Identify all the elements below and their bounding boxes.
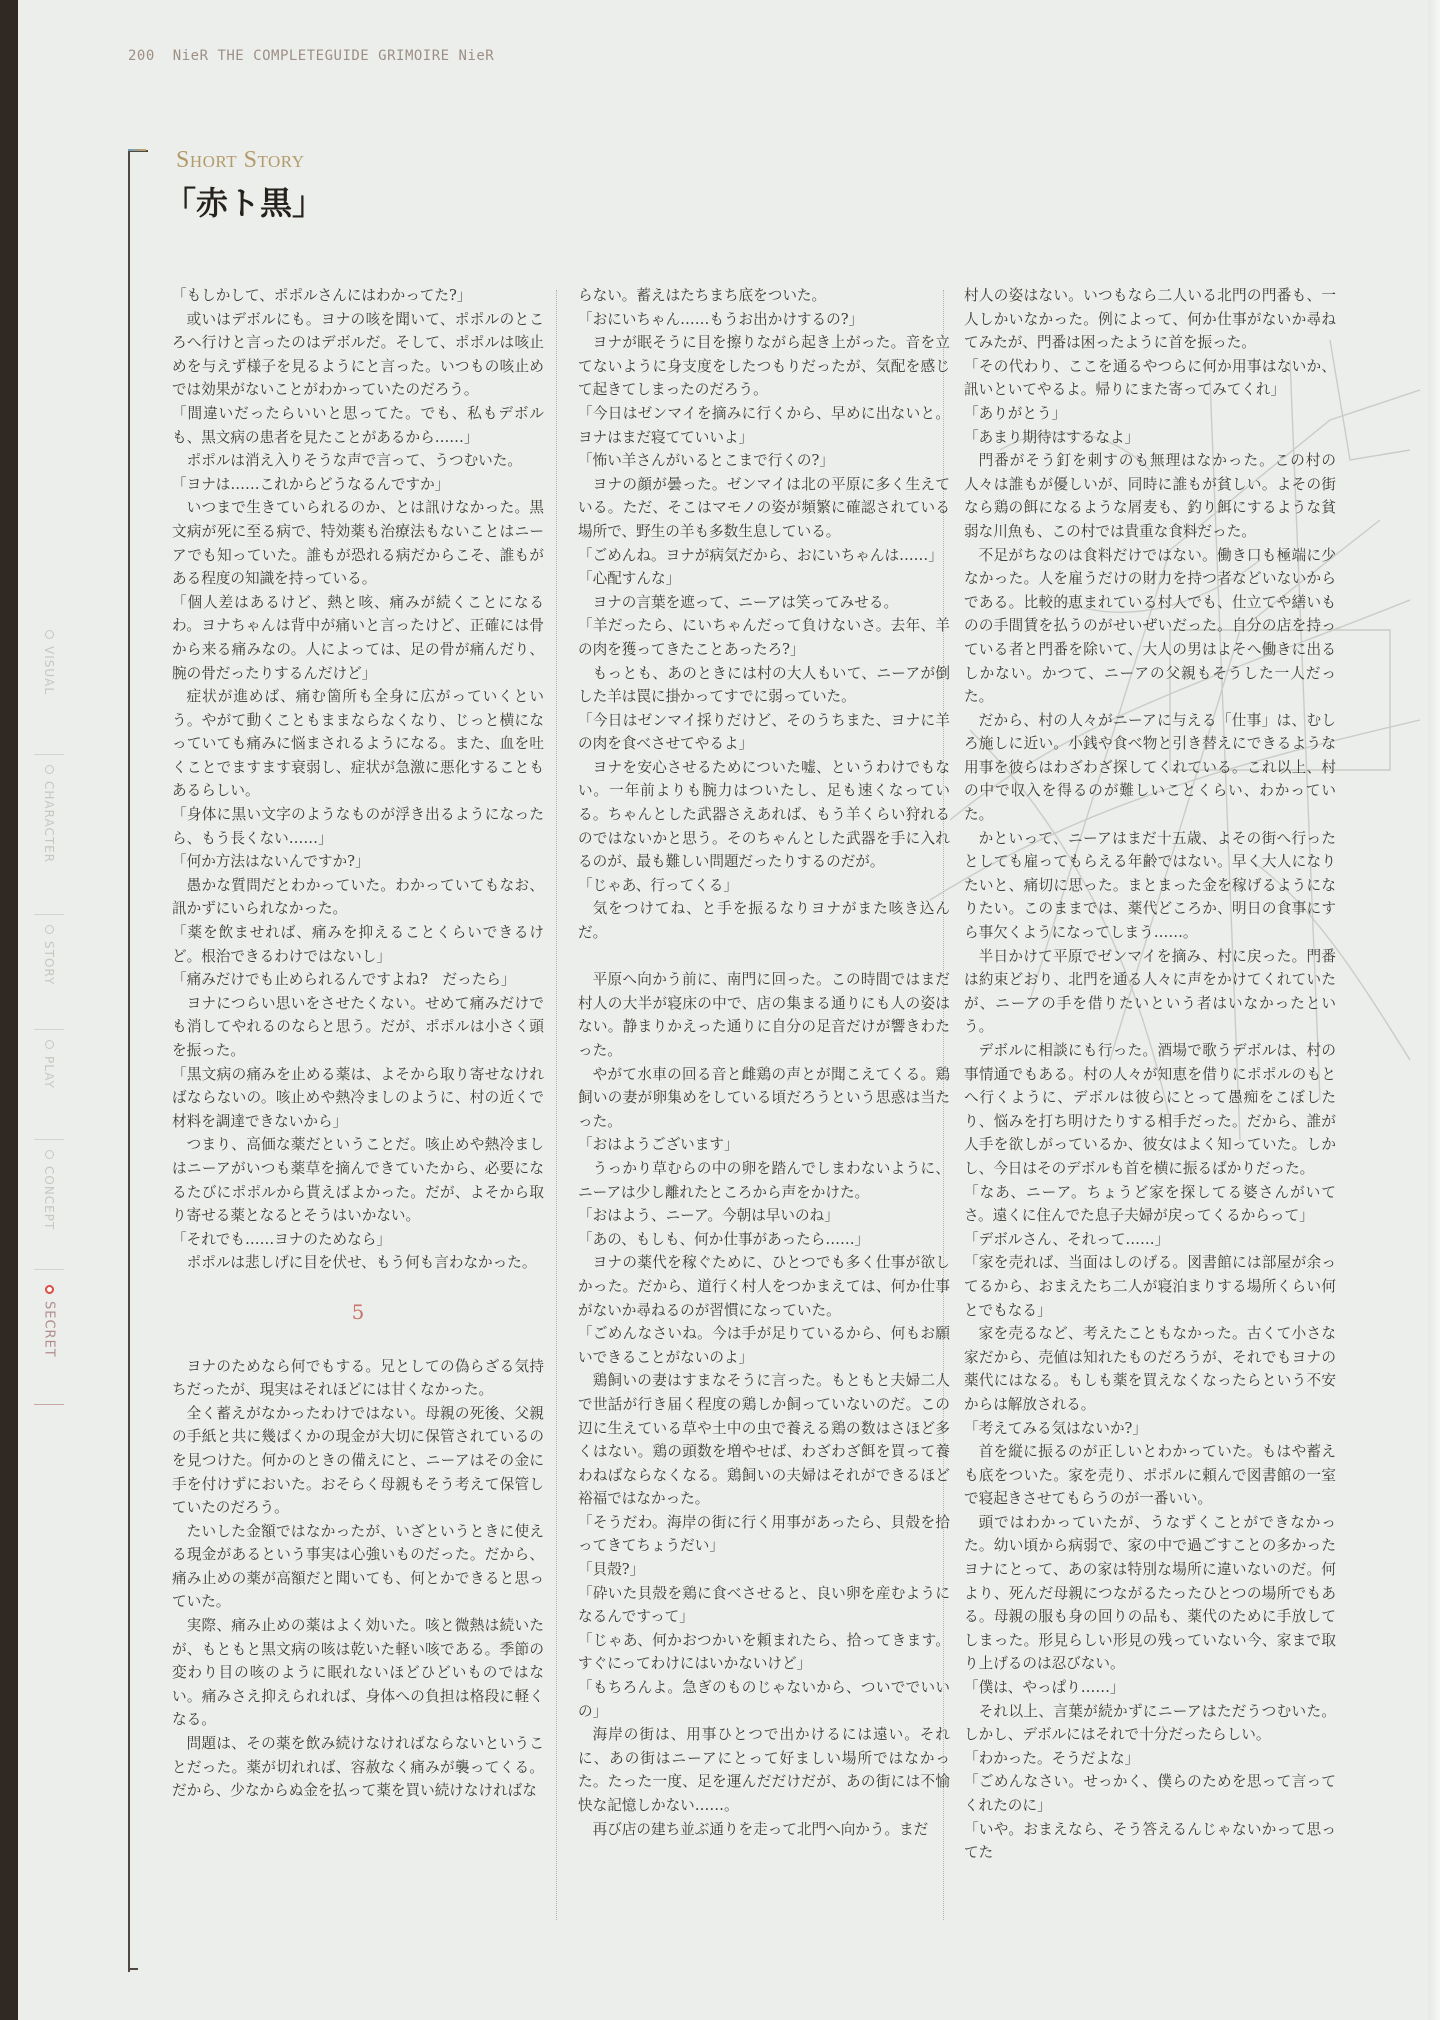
narrative-paragraph: 症状が進めば、痛む箇所も全身に広がっていくという。やがて動くこともままならなくなり、じっと横になっていても痛みに悩まされるようになる。また、血を吐くことでますます衰弱し、症状が急激に悪化することもあるらしい。 (172, 688, 544, 800)
dialogue-line: 「いや。おまえなら、そう答えるんじゃないかって思ってた (964, 1820, 1336, 1862)
narrative-paragraph: 或いはデボルにも。ヨナの咳を聞いて、ポポルのところへ行けと言ったのはデボルだ。そして、ポポルは咳止めを与えず様子を見るようにと言った。いつもの咳止めでは効果がないことがわかっていたのだろう。 (172, 310, 544, 399)
story-title: 「赤ト黒」 (164, 184, 325, 222)
tab-marker-icon (45, 925, 54, 934)
tab-marker-icon (45, 630, 54, 639)
narrative-paragraph: 気をつけてね、と手を振るなりヨナがまた咳き込んだ。 (578, 900, 950, 942)
dialogue-line: 「家を売れば、当面はしのげる。図書館には部屋が余ってるから、おまえたち二人が寝泊まりする場所くらい何とでもなる」 (964, 1254, 1336, 1319)
narrative-paragraph: 首を縦に振るのが正しいとわかっていた。もはや蓄えも底をついた。家を売り、ポポルに頼んで図書館の一室で寝起きさせてもらうのが一番いい。 (964, 1443, 1336, 1508)
narrative-paragraph: 海岸の街は、用事ひとつで出かけるには遠い。それに、あの街はニーアにとって好ましい場所ではなかった。たった一度、足を運んだだけだが、あの街には不愉快な記憶しかない……。 (578, 1726, 950, 1814)
tab-marker-icon (45, 1040, 54, 1049)
dialogue-line: 「おはよう、ニーア。今朝は早いのね」 (578, 1207, 839, 1225)
book-title: NieR THE COMPLETEGUIDE GRIMOIRE NieR (172, 48, 495, 64)
dialogue-line: 「デボルさん、それって……」 (964, 1230, 1170, 1248)
section-label: Short Story (176, 147, 305, 173)
side-tab-character[interactable] (34, 765, 64, 915)
narrative-paragraph: 全く蓄えがなかったわけではない。母親の死後、父親の手紙と共に幾ばくかの現金が大切に保管されているのを見つけた。何かのときの備えにと、ニーアはその金に手を付けずにおいた。おそらく母親もそう考えて保管していたのだろう。 (172, 1404, 544, 1517)
dialogue-line: 「心配すんな」 (578, 570, 681, 588)
narrative-paragraph: 鶏飼いの妻はすまなそうに言った。もともと夫婦二人で世話が行き届く程度の鶏しか飼っていないのだ。この辺に生えている草や土中の虫で養える鶏の数はさほど多くはない。鶏の頭数を増やせば、わざわざ餌を買って養わねばならなくなる。鶏飼いの夫婦はそれができるほど裕福ではなかった。 (578, 1372, 950, 1508)
narrative-paragraph: ヨナのためなら何でもする。兄としての偽らざる気持ちだったが、現実はそれほどには甘くなかった。 (172, 1357, 544, 1399)
side-tab-label: CONCEPT (42, 1166, 56, 1231)
column-divider (556, 290, 557, 1920)
side-tab-label: SECRET (41, 1301, 57, 1358)
dialogue-line: 「もしかして、ポポルさんにはわかってた?」 (172, 287, 472, 304)
book-spine (0, 0, 18, 2020)
narrative-paragraph: ヨナの顔が曇った。ゼンマイは北の平原に多く生えている。ただ、そこはマモノの姿が頻繁に確認されている場所で、野生の羊も多数生息している。 (578, 475, 950, 540)
dialogue-line: 「ごめんなさいね。今は手が足りているから、何もお願いできることがないのよ」 (578, 1325, 950, 1366)
dialogue-line: 「黒文病の痛みを止める薬は、よそから取り寄せなければならないの。咳止めや熱冷ましのように、村の近くで材料を調達できないから」 (172, 1065, 544, 1130)
side-tab-label: PLAY (42, 1056, 56, 1089)
narrative-paragraph: 不足がちなのは食料だけではない。働き口も極端に少なかった。人を雇うだけの財力を持つ者などいないからである。比較的恵まれている村人でも、仕立てや繕いものの手間賃を払うのがせいぜいだった。自分の店を持っている者と門番を除いて、大人の男はよそへ働きに出るしかない。かつて、ニーアの父親もそうした一人だった。 (964, 546, 1336, 706)
narrative-paragraph: もっとも、あのときには村の大人もいて、ニーアが倒した羊は罠に掛かってすでに弱っていた。 (578, 664, 950, 706)
narrative-paragraph: ヨナを安心させるためについた嘘、というわけでもない。一年前よりも腕力はついたし、足も速くなっている。ちゃんとした武器さえあれば、もう羊くらい狩れるのではないかと思う。そのちゃんとした武器を手に入れるのが、最も難しい問題だったりするのだが。 (578, 758, 950, 871)
dialogue-line: 「おにいちゃん……もうお出かけするの?」 (578, 310, 864, 328)
page-number: 200 (128, 48, 155, 64)
dialogue-line: 「今日はゼンマイを摘みに行くから、早めに出ないと。ヨナはまだ寝てていいよ」 (578, 404, 950, 446)
dialogue-line: 「ヨナは……これからどうなるんですか」 (172, 475, 450, 493)
section-bracket (128, 150, 148, 1972)
narrative-paragraph: デボルに相談にも行った。酒場で歌うデボルは、村の事情通でもある。村の人々が知恵を借りにポポルのもとへ行くように、デボルは彼らにとって愚痴をこぼしたり、悩みを打ち明けたりする相手だった。だから、誰が人手を欲しがっているか、彼女はよく知っていた。しかし、今日はそのデボルも首を横に振るばかりだった。 (964, 1042, 1336, 1177)
side-tab-label: CHARACTER (42, 781, 56, 864)
running-header (128, 48, 494, 64)
side-tab-story[interactable] (34, 925, 64, 1030)
dialogue-line: らない。蓄えはたちまち底をついた。 (578, 287, 827, 304)
dialogue-line: 「じゃあ、何かおつかいを頼まれたら、拾ってきます。すぐにってわけにはいかないけど」 (578, 1631, 950, 1673)
bracket-accent (128, 149, 146, 151)
page-edge (1428, 0, 1440, 2020)
side-tab-label: STORY (42, 941, 56, 986)
narrative-paragraph: 頭ではわかっていたが、うなずくことができなかった。幼い頃から病弱で、家の中で過ごすことの多かったヨナにとって、あの家は特別な場所に違いないのだ。何より、死んだ母親につながるたったひとつの場所でもある。母親の服も身の回りの品も、薬代のために手放してしまった。形見らしい形見の残っていない今、家まで取り上げるのは忍びない。 (964, 1513, 1336, 1673)
narrative-paragraph: それ以上、言葉が続かずにニーアはただうつむいた。しかし、デボルにはそれで十分だったらしい。 (964, 1702, 1336, 1744)
narrative-paragraph: ヨナの言葉を遮って、ニーアは笑ってみせる。 (592, 593, 899, 611)
narrative-paragraph: 問題は、その薬を飲み続けなければならないということだった。薬が切れれば、容赦なく痛みが襲ってくる。だから、少なからぬ金を払って薬を買い続けなければな (172, 1735, 544, 1800)
dialogue-line: 「痛みだけでも止められるんですよね? だったら」 (172, 971, 516, 989)
chapter-number: 5 (351, 1299, 365, 1324)
dialogue-line: 「じゃあ、行ってくる」 (578, 876, 738, 894)
tab-marker-icon (45, 765, 54, 774)
dialogue-line: 「ありがとう」 (964, 404, 1067, 422)
section-side-tabs (34, 630, 64, 1410)
narrative-paragraph: たいした金額ではなかったが、いざというときに使える現金があるという事実は心強いものだった。だから、痛み止めの薬が高額だと聞いても、何とかできると思っていた。 (172, 1522, 544, 1611)
side-tab-concept[interactable] (34, 1150, 64, 1270)
dialogue-line: 「わかった。そうだよな」 (964, 1749, 1140, 1767)
dialogue-line: 「その代わり、ここを通るやつらに何か用事はないか、訊いといてやるよ。帰りにまた寄ってみてくれ」 (964, 357, 1336, 399)
dialogue-line: 「おはようございます」 (578, 1136, 739, 1154)
dialogue-line: 「身体に黒い文字のようなものが浮き出るようになったら、もう長くない……」 (172, 806, 544, 847)
text-column-2 (578, 284, 950, 1841)
dialogue-line: 「貝殻?」 (578, 1561, 645, 1579)
side-tab-label: VISUAL (42, 646, 56, 696)
dialogue-line: 「薬を飲ませれば、痛みを抑えることくらいできるけど。根治できるわけではないし」 (172, 924, 544, 965)
dialogue-line: 「ごめんなさい。せっかく、僕らのためを思って言ってくれたのに」 (964, 1773, 1336, 1814)
narrative-paragraph: 半日かけて平原でゼンマイを摘み、村に戻った。門番は約束どおり、北門を通る人々に声をかけてくれていたが、ニーアの手を借りたいという者はいなかったという。 (964, 947, 1336, 1036)
narrative-paragraph: 門番がそう釘を刺すのも無理はなかった。この村の人々は誰もが優しいが、同時に誰もが貧しい。よその街なら鶏の餌になるような屑麦も、釣り餌にするような貧弱な川魚も、この村では貴重な食料だった。 (964, 452, 1336, 540)
dialogue-line: 「なあ、ニーア。ちょうど家を探してる婆さんがいてさ。遠くに住んでた息子夫婦が戻ってくるからって」 (964, 1183, 1336, 1225)
narrative-paragraph: ヨナにつらい思いをさせたくない。せめて痛みだけでも消してやれるのならと思う。だが、ポポルは小さく頭を振った。 (172, 994, 544, 1059)
narrative-paragraph: やがて水車の回る音と雌鶏の声とが聞こえてくる。鶏飼いの妻が卵集めをしている頃だろうという思惑は当たった。 (578, 1065, 950, 1130)
dialogue-line: 「個人差はあるけど、熱と咳、痛みが続くことになるわ。ヨナちゃんは背中が痛いと言ったけど、正確には骨から来る痛みなの。人によっては、足の骨が痛んだり、腕の骨だったりするんだけど」 (172, 593, 544, 682)
narrative-paragraph: 家を売るなど、考えたこともなかった。古くて小さな家だから、売値は知れたものだろうが、それでもヨナの薬代にはなる。もしも薬を買えなくなったらという不安からは解放される。 (964, 1325, 1336, 1413)
dialogue-line: 村人の姿はない。いつもなら二人いる北門の門番も、一人しかいなかった。例によって、何か仕事がないか尋ねてみたが、門番は困ったように首を振った。 (964, 287, 1336, 352)
side-tab-play[interactable] (34, 1040, 64, 1140)
narrative-paragraph: 愚かな質問だとわかっていた。わかっていてもなお、訊かずにいられなかった。 (172, 876, 544, 918)
narrative-paragraph: ヨナが眠そうに目を擦りながら起き上がった。音を立てないように身支度をしたつもりだったが、気配を感じて起きてしまったのだろう。 (578, 334, 950, 399)
narrative-paragraph: 再び店の建ち並ぶ通りを走って北門へ向かう。まだ (592, 1820, 929, 1838)
side-tab-visual[interactable] (34, 630, 64, 755)
dialogue-line: 「怖い羊さんがいるとこまで行くの?」 (578, 452, 834, 470)
narrative-paragraph: うっかり草むらの中の卵を踏んでしまわないように、ニーアは少し離れたところから声をかけた。 (578, 1159, 950, 1201)
narrative-paragraph: 実際、痛み止めの薬はよく効いた。咳と微熱は続いたが、もともと黒文病の咳は乾いた軽い咳である。季節の変わり目の咳のように眠れないほどひどいものではない。痛みさえ抑えられれば、身体への負担は格段に軽くなる。 (172, 1617, 544, 1729)
side-tab-secret[interactable] (34, 1285, 64, 1405)
narrative-paragraph: だから、村の人々がニーアに与える「仕事」は、むしろ施しに近い。小銭や食べ物と引き替えにできるような用事を彼らはわざわざ探してくれている。これ以上、村の中で収入を得るのが難しいことくらい、わかっていた。 (964, 711, 1336, 824)
narrative-paragraph: ポポルは消え入りそうな声で言って、うつむいた。 (186, 452, 522, 470)
dialogue-line: 「そうだわ。海岸の街に行く用事があったら、貝殻を拾ってきてちょうだい」 (578, 1513, 950, 1555)
narrative-paragraph: つまり、高価な薬だということだ。咳止めや熱冷ましはニーアがいつも薬草を摘んできていたから、必要になるたびにポポルから貰えばよかった。だが、よそから取り寄せる薬となるとそうはいかない。 (172, 1136, 544, 1225)
dialogue-line: 「それでも……ヨナのためなら」 (172, 1230, 391, 1248)
tab-marker-icon (45, 1150, 54, 1159)
narrative-paragraph: 平原へ向かう前に、南門に回った。この時間ではまだ村人の大半が寝床の中で、店の集まる通りにも人の姿はない。静まりかえった通りに自分の足音だけが響きわたった。 (578, 971, 950, 1059)
text-column-3 (964, 284, 1336, 1865)
narrative-paragraph: ヨナの薬代を稼ぐために、ひとつでも多く仕事が欲しかった。だから、道行く村人をつかまえては、何か仕事がないか尋ねるのが習慣になっていた。 (578, 1254, 950, 1319)
dialogue-line: 「間違いだったらいいと思ってた。でも、私もデボルも、黒文病の患者を見たことがあるから……」 (172, 404, 544, 446)
dialogue-line: 「ごめんね。ヨナが病気だから、おにいちゃんは……」 (578, 546, 943, 564)
scene-break (578, 945, 950, 969)
dialogue-line: 「今日はゼンマイ採りだけど、そのうちまた、ヨナに羊の肉を食べさせてやるよ」 (578, 711, 950, 753)
dialogue-line: 「もちろんよ。急ぎのものじゃないから、ついででいいの」 (578, 1679, 950, 1720)
bracket-foot (128, 1968, 138, 1970)
tab-marker-active-icon (45, 1285, 54, 1294)
dialogue-line: 「あまり期待はするなよ」 (964, 428, 1140, 446)
dialogue-line: 「何か方法はないんですか?」 (172, 853, 370, 871)
text-column-1 (172, 284, 544, 1803)
dialogue-line: 「考えてみる気はないか?」 (964, 1419, 1147, 1437)
narrative-paragraph: ポポルは悲しげに目を伏せ、もう何も言わなかった。 (186, 1254, 537, 1272)
dialogue-line: 「羊だったら、にいちゃんだって負けないさ。去年、羊の肉を獲ってきたことあったろ?」 (578, 617, 950, 658)
dialogue-line: 「砕いた貝殻を鶏に食べさせると、良い卵を産むようになるんですって」 (578, 1584, 950, 1626)
narrative-paragraph: かといって、ニーアはまだ十五歳、よその街へ行ったとしても雇ってもらえる年齢ではない。早く大人になりたいと、痛切に思った。まとまった金を稼げるようになりたい。このままでは、薬代どころか、明日の食事にすら事欠くようになってしまう……。 (964, 829, 1336, 942)
narrative-paragraph: いつまで生きていられるのか、とは訊けなかった。黒文病が死に至る病で、特効薬も治療法もないことはニーアでも知っていた。誰もが恐れる病だからこそ、誰もがある程度の知識を持っている。 (172, 499, 544, 588)
dialogue-line: 「あの、もしも、何か仕事があったら……」 (578, 1230, 870, 1248)
dialogue-line: 「僕は、やっぱり……」 (964, 1679, 1125, 1697)
